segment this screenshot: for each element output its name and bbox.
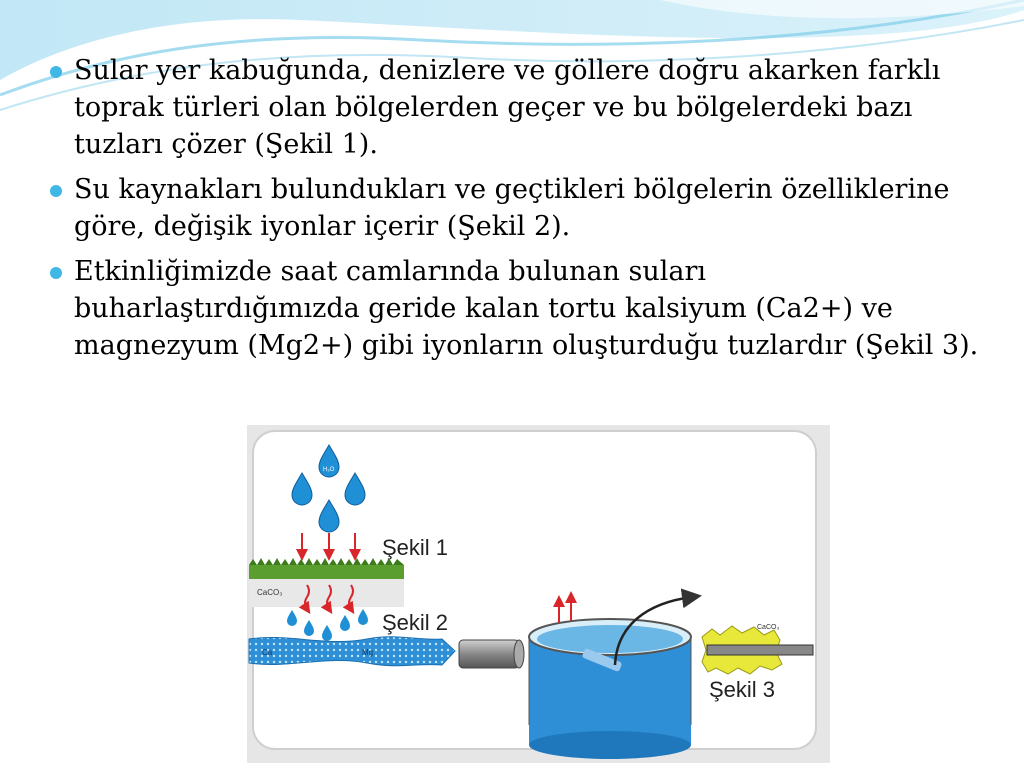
bullet-text: Sular yer kabuğunda, denizlere ve göllere doğru akarken farklı toprak türleri olan bölgelerden geçer ve bu bölgelerdeki bazı tuzları çözer (Şekil 1). xyxy=(74,55,941,160)
bullet-text: Etkinliğimizde saat camlarında bulunan suları buharlaştırdığımızda geride kalan tortu kalsiyum (Ca2+) ve magnezyum (Mg2+) gibi iyonların oluşturduğu tuzlardır (Şekil 3). xyxy=(74,256,979,361)
drop-label: H₂O xyxy=(323,467,335,473)
residue-label: CaCO₃ xyxy=(757,624,780,631)
stream-ion-mg: Mg xyxy=(362,648,374,657)
figure-label-2: Şekil 2 xyxy=(382,610,449,635)
water-tank xyxy=(529,619,691,759)
pipe xyxy=(459,640,519,668)
figure-label-3: Şekil 3 xyxy=(709,677,776,702)
bullet-dot-icon xyxy=(50,267,62,279)
bullet-dot-icon xyxy=(50,66,62,78)
bullet-text: Su kaynakları bulundukları ve geçtikleri bölgelerin özelliklerine göre, değişik iyonlar içerir (Şekil 2). xyxy=(74,174,950,242)
bullet-item xyxy=(48,52,998,163)
grass-layer xyxy=(249,565,404,579)
bullet-item xyxy=(48,253,998,364)
bullet-dot-icon xyxy=(50,185,62,197)
figure-water-cycle-illustration xyxy=(247,425,830,763)
bullet-list xyxy=(48,52,998,372)
water-stream xyxy=(249,637,455,666)
soil-label: CaCO₃ xyxy=(257,588,283,597)
figure-label-1: Şekil 1 xyxy=(382,535,449,560)
bullet-item xyxy=(48,171,998,245)
stream-ion-ca: Ca xyxy=(262,648,273,657)
